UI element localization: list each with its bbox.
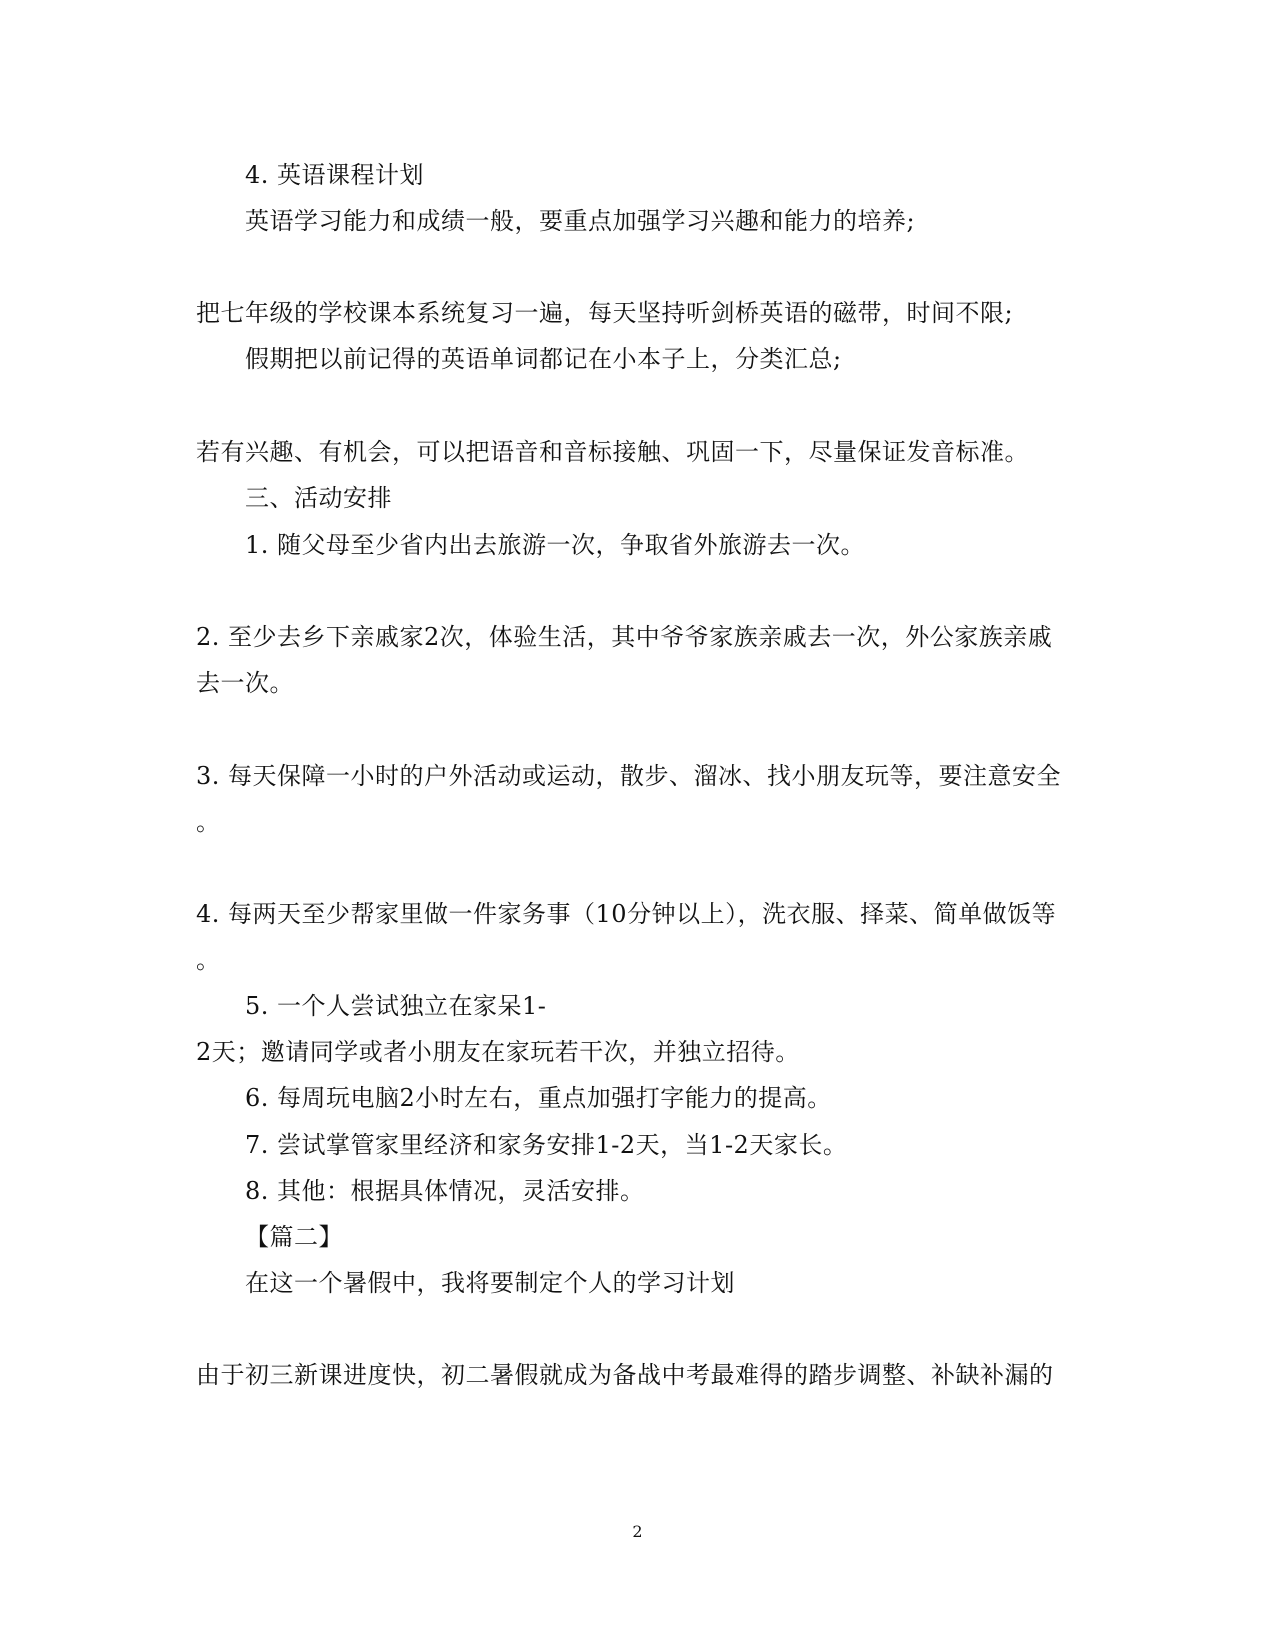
list-item: 2. 至少去乡下亲戚家2次，体验生活，其中爷爷家族亲戚去一次，外公家族亲戚 — [196, 623, 1053, 651]
list-item: 7. 尝试掌管家里经济和家务安排1-2天，当1-2天家长。 — [245, 1131, 848, 1159]
paragraph-line: 假期把以前记得的英语单词都记在小本子上，分类汇总; — [245, 345, 842, 373]
list-item: 5. 一个人尝试独立在家呆1- — [245, 992, 547, 1020]
paragraph-line: 若有兴趣、有机会，可以把语音和音标接触、巩固一下，尽量保证发音标准。 — [196, 438, 1029, 466]
list-item: 8. 其他：根据具体情况，灵活安排。 — [245, 1177, 645, 1205]
section-heading-part-two: 【篇二】 — [245, 1223, 343, 1251]
page-number: 2 — [632, 1522, 643, 1541]
paragraph-line: 把七年级的学校课本系统复习一遍，每天坚持听剑桥英语的磁带，时间不限; — [196, 299, 1014, 327]
list-item-continuation: 2天；邀请同学或者小朋友在家玩若干次，并独立招待。 — [196, 1038, 800, 1066]
list-item: 3. 每天保障一小时的户外活动或运动，散步、溜冰、找小朋友玩等，要注意安全 — [196, 762, 1062, 790]
paragraph-line: 英语学习能力和成绩一般，要重点加强学习兴趣和能力的培养; — [245, 207, 916, 235]
section-heading-activities: 三、活动安排 — [245, 484, 392, 512]
list-item: 4. 每两天至少帮家里做一件家务事（10分钟以上），洗衣服、择菜、简单做饭等 — [196, 900, 1057, 928]
section-heading-english-plan: 4. 英语课程计划 — [245, 161, 425, 189]
list-item-continuation: 。 — [196, 946, 221, 974]
list-item-continuation: 。 — [196, 808, 221, 836]
list-item: 6. 每周玩电脑2小时左右，重点加强打字能力的提高。 — [245, 1084, 832, 1112]
list-item-continuation: 去一次。 — [196, 669, 294, 697]
paragraph-line: 在这一个暑假中，我将要制定个人的学习计划 — [245, 1269, 735, 1297]
paragraph-line: 由于初三新课进度快，初二暑假就成为备战中考最难得的踏步调整、补缺补漏的 — [196, 1361, 1054, 1389]
list-item: 1. 随父母至少省内出去旅游一次，争取省外旅游去一次。 — [245, 531, 866, 559]
